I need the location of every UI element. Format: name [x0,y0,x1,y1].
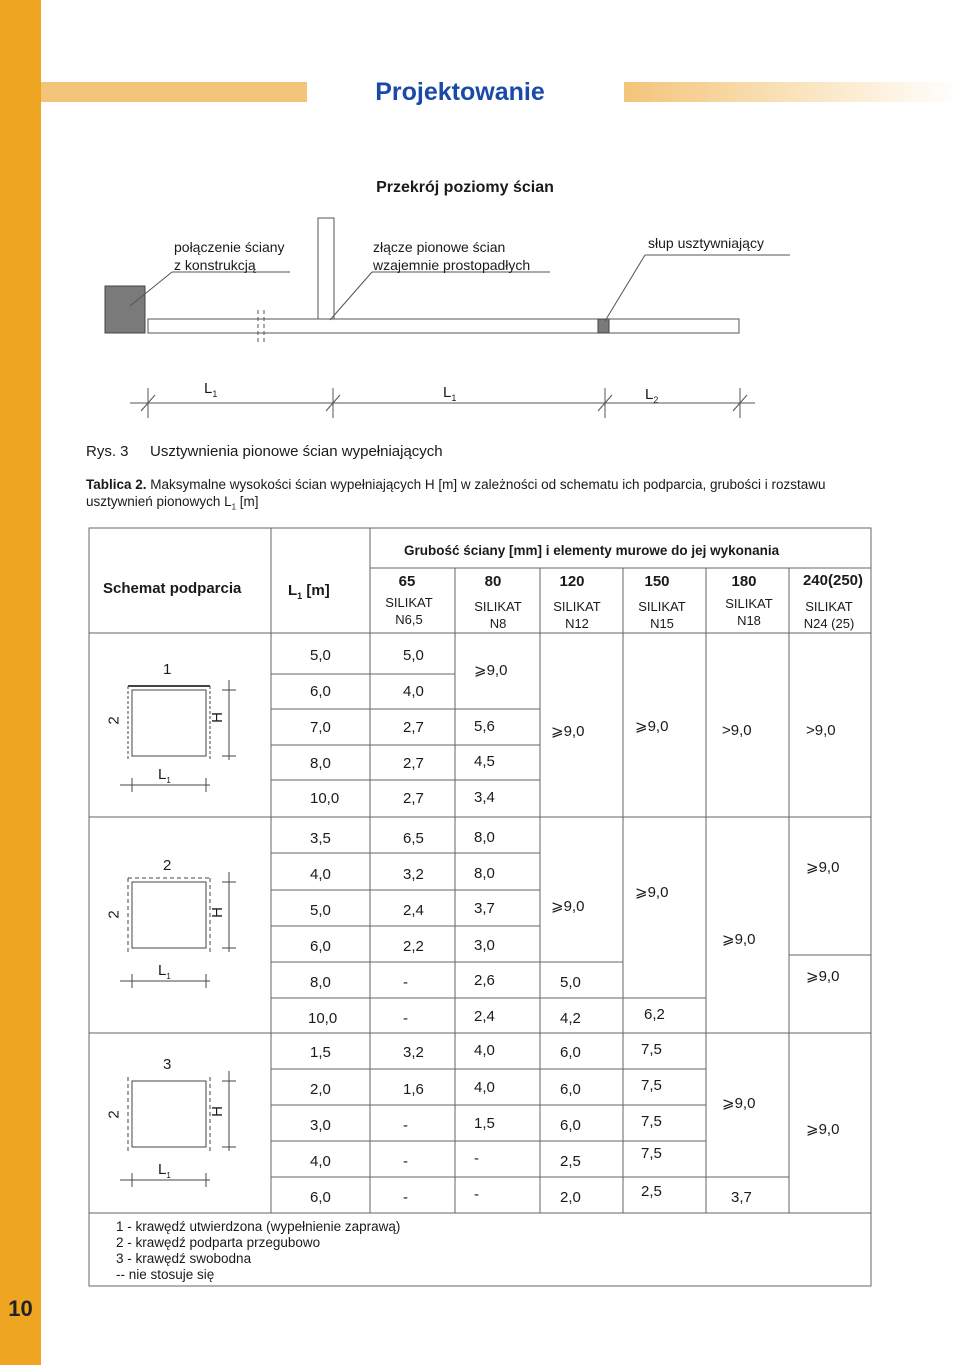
legend-item: 1 - krawędź utwierdzona (wypełnienie zaprawą) [116,1219,401,1234]
column-header-l1: $L_1$ [m] [288,582,330,601]
scheme-3-drawing [120,1071,236,1187]
table-cell: - [474,1150,479,1167]
material-n65: SILIKAT N6,5 [385,595,433,627]
material-n15: SILIKAT N15 [638,599,686,631]
table-cell: 2,4 [474,1008,495,1025]
figure-title: Przekrój poziomy ścian [376,179,554,196]
table-cell: 2,0 [560,1189,581,1206]
table-cell: 6,0 [310,1189,331,1206]
table-cell: 7,0 [310,719,331,736]
table-cell: 6,0 [310,683,331,700]
table-cell: 1,5 [474,1115,495,1132]
table-cell: 7,5 [641,1113,662,1130]
table-caption: Tablica 2. Maksymalne wysokości ścian wypełniających H [m] w zależności od schematu ich podparcia, grubości i rozstawu usztywnień pionowych $L_1$ [m] [86,477,826,512]
figure-caption: Rys. 3 Usztywnienia pionowe ścian wypełniających [86,443,443,460]
table-cell: 10,0 [308,1010,338,1027]
thickness-240: 240(250) [802,572,864,589]
material-n8: SILIKAT N8 [474,599,522,631]
table-cell: 6,5 [403,830,424,847]
table-cell: ⩾9,0 [551,898,585,915]
table-cell: 2,7 [403,790,424,807]
table-cell: 7,5 [641,1041,662,1058]
table-cell: 1,5 [310,1044,331,1061]
scheme-2-bottom-label: $L_1$ [158,962,171,981]
table-cell: 3,2 [403,866,424,883]
thickness-65: 65 [398,573,416,590]
label-stiffening-post: słup usztywniający [648,235,764,251]
scheme-1-bottom-label: $L_1$ [158,766,171,785]
scheme-3-right-label: H [208,1106,226,1117]
table-cell: ⩾9,0 [722,1095,756,1112]
page-number: 10 [8,1296,33,1321]
thickness-80: 80 [484,573,502,590]
table-cell: 6,0 [560,1081,581,1098]
table-cell: 4,0 [474,1079,495,1096]
table-cell: 3,7 [731,1189,752,1206]
table-cell: 1,6 [403,1081,424,1098]
material-n18: SILIKAT N18 [725,596,773,628]
thickness-120: 120 [559,573,585,590]
table-cell: >9,0 [806,722,836,739]
scheme-1-top-label: 1 [163,661,172,678]
table-cell: 3,0 [474,937,495,954]
scheme-3-bottom-label: $L_1$ [158,1161,171,1180]
scheme-2-left-label: 2 [105,910,123,919]
table-cell: >9,0 [722,722,752,739]
material-n24: SILIKAT N24 (25) [803,599,855,631]
scheme-3-left-label: 2 [105,1110,123,1119]
table-cell: 8,0 [310,755,331,772]
table-cell: 3,7 [474,900,495,917]
table-cell: ⩾9,0 [635,884,669,901]
table-cell: 3,2 [403,1044,424,1061]
table-cell: 2,2 [403,938,424,955]
table-cell: 8,0 [310,974,331,991]
table-cell: 6,2 [644,1006,665,1023]
table-cell: 2,5 [641,1183,662,1200]
table-cell: 2,7 [403,719,424,736]
table-cell: 2,4 [403,902,424,919]
table-legend [116,1219,400,1283]
table-cell: - [403,1117,408,1134]
table-cell: 5,0 [310,902,331,919]
table-cell: 6,0 [310,938,331,955]
table-cell: - [403,1010,408,1027]
dimension-label-2: $L_1$ [443,384,457,403]
table-cell: ⩾9,0 [806,968,840,985]
material-n12: SILIKAT N12 [553,599,601,631]
table-cell: 10,0 [310,790,340,807]
table-cell: ⩾9,0 [551,723,585,740]
scheme-2-drawing [120,872,236,988]
label-wall-connection: połączenie ściany z konstrukcją [174,239,285,273]
column-header-schema: Schemat podparcia [103,580,242,597]
table-cell: 6,0 [560,1117,581,1134]
table-cell: 4,0 [403,683,424,700]
table-cell: 5,0 [403,647,424,664]
table-cell: 4,2 [560,1010,581,1027]
dimension-label-1: $L_1$ [204,380,218,399]
table-cell: 3,5 [310,830,331,847]
legend-item: 3 - krawędź swobodna [116,1251,252,1266]
table-cell: 5,0 [310,647,331,664]
page-title: Projektowanie [375,78,545,106]
table-cell: 7,5 [641,1077,662,1094]
table-cell: 4,0 [310,866,331,883]
table-cell: ⩾9,0 [722,931,756,948]
label-vertical-joint: złącze pionowe ścian wzajemnie prostopadłych [373,239,531,273]
dimension-label-3: $L_2$ [645,386,659,405]
thickness-150: 150 [644,573,670,590]
table-cell: 4,5 [474,753,495,770]
table-cell: - [403,974,408,991]
table-cell: - [403,1153,408,1170]
table-cell: 5,6 [474,718,495,735]
table-cell: 3,4 [474,789,495,806]
table-cell: - [474,1186,479,1203]
table-cell: ⩾9,0 [806,859,840,876]
table-cell: - [403,1189,408,1206]
table-cell: 2,6 [474,972,495,989]
scheme-1-drawing [120,680,236,792]
table-cell: 3,0 [310,1117,331,1134]
legend-item: 2 - krawędź podparta przegubowo [116,1235,321,1250]
legend-item: -- nie stosuje się [116,1267,215,1282]
column-group-header: Grubość ściany [mm] i elementy murowe do jej wykonania [404,543,780,558]
table-cell: 6,0 [560,1044,581,1061]
scheme-1-left-label: 2 [105,716,123,725]
scheme-2-right-label: H [208,907,226,918]
table-cell: ⩾9,0 [635,718,669,735]
scheme-2-top-label: 2 [163,857,172,874]
thickness-180: 180 [731,573,757,590]
table-cell: 2,7 [403,755,424,772]
table-cell: ⩾9,0 [806,1121,840,1138]
table-cell: 2,0 [310,1081,331,1098]
scheme-3-top-label: 3 [163,1056,172,1073]
table-cell: 7,5 [641,1145,662,1162]
scheme-1-right-label: H [208,712,226,723]
table-cell: 4,0 [474,1042,495,1059]
table-cell: 2,5 [560,1153,581,1170]
table-cell: 4,0 [310,1153,331,1170]
table-cell: 5,0 [560,974,581,991]
table-cell: 8,0 [474,865,495,882]
table-cell: 8,0 [474,829,495,846]
table-cell: ⩾9,0 [474,662,508,679]
